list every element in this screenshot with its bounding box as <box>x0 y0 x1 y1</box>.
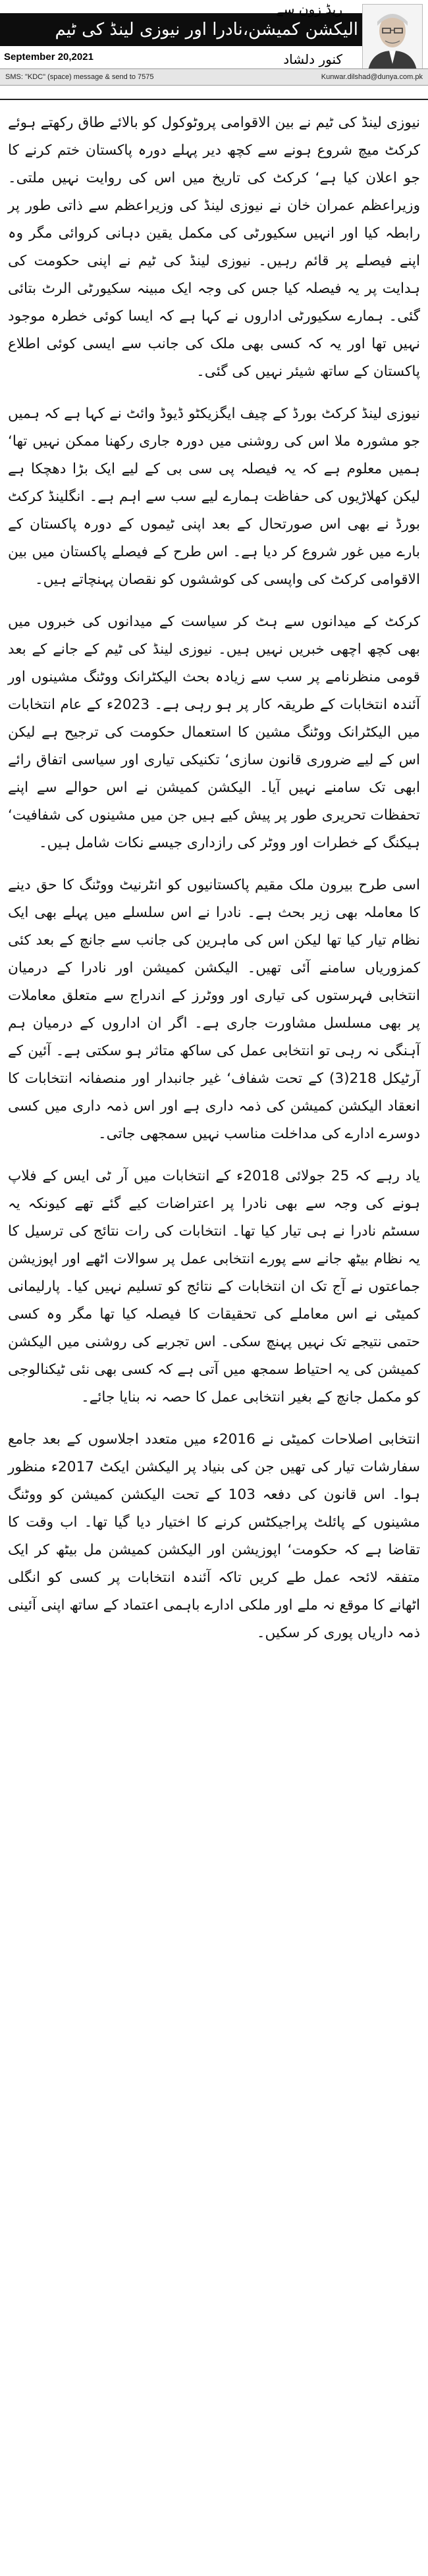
article-paragraph: نیوزی لینڈ کرکٹ بورڈ کے چیف ایگزیکٹو ڈیوڈ وائٹ نے کہا ہے کہ ہمیں جو مشورہ ملا اس کی روشنی میں دورہ جاری رکھنا ممکن نہیں تھا‘ ہمیں معلوم ہے کہ یہ فیصلہ پی سی بی کے لیے ایک بڑا دھچکا ہے لیکن کھلاڑیوں کی حفاظت ہمارے لیے سب سے اہم ہے۔ انگلینڈ کرکٹ بورڈ نے بھی اس صورتحال کے بعد اپنی ٹیموں کے دورہ پاکستان کے بارے میں غور شروع کر دیا ہے۔ اس طرح کے فیصلے پاکستان میں بین الاقوامی کرکٹ کی واپسی کی کوششوں کو نقصان پہنچاتے ہیں۔ <box>8 406 420 588</box>
author-photo-image <box>363 5 422 70</box>
column-title: الیکشن کمیشن،نادرا اور نیوزی لینڈ کی ٹیم <box>55 20 358 39</box>
author-photo <box>362 4 423 71</box>
author-email: Kunwar.dilshad@dunya.com.pk <box>321 73 423 81</box>
column-label: ریڈ زون سے <box>276 1 342 17</box>
article-paragraph: نیوزی لینڈ کی ٹیم نے بین الاقوامی پروٹوکول کو بالائے طاق رکھتے ہوئے کرکٹ میچ شروع ہونے سے کچھ دیر پہلے دورہ پاکستان ختم کرنے کا جو اعلان کیا ہے‘ کرکٹ کی تاریخ میں اس کی روایت نہیں ملتی۔ وزیراعظم عمران خان نے نیوزی لینڈ کی وزیراعظم سے ذاتی طور پر رابطہ کیا اور انہیں سکیورٹی کی مکمل یقین دہانی کروائی مگر وہ اپنے فیصلے پر قائم رہیں۔ نیوزی لینڈ کی ٹیم نے اپنی حکومت کی ہدایت پر یہ فیصلہ کیا جس کی وجہ ایک مبینہ سکیورٹی الرٹ بتائی گئی۔ ہمارے سکیورٹی اداروں نے کہا ہے کہ ایسا کوئی خطرہ موجود نہیں تھا اور یہ کہ کسی بھی ملک کی جانب سے ایسی کوئی اطلاع پاکستان کے ساتھ شیئر نہیں کی گئی۔ <box>8 115 420 380</box>
article-paragraph: انتخابی اصلاحات کمیٹی نے 2016ء میں متعدد اجلاسوں کے بعد جامع سفارشات تیار کی تھیں جن کی بنیاد پر الیکشن ایکٹ 2017ء منظور ہوا۔ اس قانون کی دفعہ 103 کے تحت الیکشن کمیشن کو ووٹنگ مشینوں کے پائلٹ پراجیکٹس کرنے کا اختیار دیا گیا تھا۔ اب وقت کا تقاضا ہے کہ حکومت‘ اپوزیشن اور الیکشن کمیشن مل بیٹھ کر ایک متفقہ لائحہ عمل طے کریں تاکہ آئندہ انتخابات پر کسی کو انگلی اٹھانے کا موقع نہ ملے اور ملکی ادارے باہمی اعتماد کے ساتھ اپنی آئینی ذمہ داریاں پوری کر سکیں۔ <box>8 1431 421 1641</box>
column-header <box>0 0 428 100</box>
author-name: کنور دلشاد <box>283 51 342 67</box>
publish-date: September 20,2021 <box>4 51 94 63</box>
article-body <box>0 100 428 1647</box>
contact-bar <box>0 68 428 86</box>
article-paragraph: کرکٹ کے میدانوں سے ہٹ کر سیاست کے میدانوں کی خبروں میں بھی کچھ اچھی خبریں نہیں ہیں۔ نیوزی لینڈ کی ٹیم کے جانے کے بعد قومی منظرنامے پر سب سے زیادہ بحث الیکٹرانک ووٹنگ مشینوں اور آئندہ انتخابات کے طریقہ کار پر ہو رہی ہے۔ 2023ء کے عام انتخابات میں الیکٹرانک ووٹنگ مشین کا استعمال حکومت کی ترجیح ہے لیکن اس کے لیے ضروری قانون سازی‘ تکنیکی تیاری اور سیاسی اتفاق رائے ابھی تک سامنے نہیں آیا۔ الیکشن کمیشن نے اس حوالے سے اپنے تحفظات تحریری طور پر پیش کیے ہیں جن میں مشینوں کی شفافیت‘ ہیکنگ کے خطرات اور ووٹر کی رازداری جیسے نکات شامل ہیں۔ <box>8 614 420 851</box>
article-paragraph: اسی طرح بیرون ملک مقیم پاکستانیوں کو انٹرنیٹ ووٹنگ کا حق دینے کا معاملہ بھی زیر بحث ہے۔ نادرا نے اس سلسلے میں پہلے بھی ایک نظام تیار کیا تھا لیکن اس کی ماہرین کی جانب سے جانچ کے بعد کئی کمزوریاں سامنے آئی تھیں۔ الیکشن کمیشن اور نادرا کے درمیان انتخابی فہرستوں کی تیاری اور ووٹرز کے اندراج سے متعلق معاملات پر بھی مسلسل مشاورت جاری ہے۔ اگر ان اداروں کے درمیان ہم آہنگی نہ رہی تو انتخابی عمل کی ساکھ متاثر ہو سکتی ہے۔ آئین کے آرٹیکل 218(3) کے تحت شفاف‘ غیر جانبدار اور منصفانہ انتخابات کا انعقاد الیکشن کمیشن کی ذمہ داری ہے اور اس ذمہ داری میں کسی دوسرے ادارے کی مداخلت مناسب نہیں سمجھی جاتی۔ <box>8 877 420 1142</box>
sms-info: SMS: "KDC" (space) message & send to 7575 <box>5 73 154 81</box>
title-band <box>0 13 375 46</box>
article-paragraph: یاد رہے کہ 25 جولائی 2018ء کے انتخابات میں آر ٹی ایس کے فلاپ ہونے کی وجہ سے بھی نادرا پر اعتراضات کیے گئے تھے کیونکہ یہ سسٹم نادرا نے ہی تیار کیا تھا۔ انتخابات کی رات نتائج کی ترسیل کا یہ نظام بیٹھ جانے سے پورے انتخابی عمل پر سوالات اٹھے اور اپوزیشن جماعتوں نے آج تک ان انتخابات کے نتائج کو تسلیم نہیں کیا۔ پارلیمانی کمیٹی نے اس معاملے کی تحقیقات کا فیصلہ کیا تھا مگر وہ کسی حتمی نتیجے تک نہیں پہنچ سکی۔ اس تجربے کی روشنی میں الیکشن کمیشن کی یہ احتیاط سمجھ میں آتی ہے کہ کسی بھی نئی ٹیکنالوجی کو مکمل جانچ کے بغیر انتخابی عمل کا حصہ نہ بنایا جائے۔ <box>8 1168 420 1406</box>
